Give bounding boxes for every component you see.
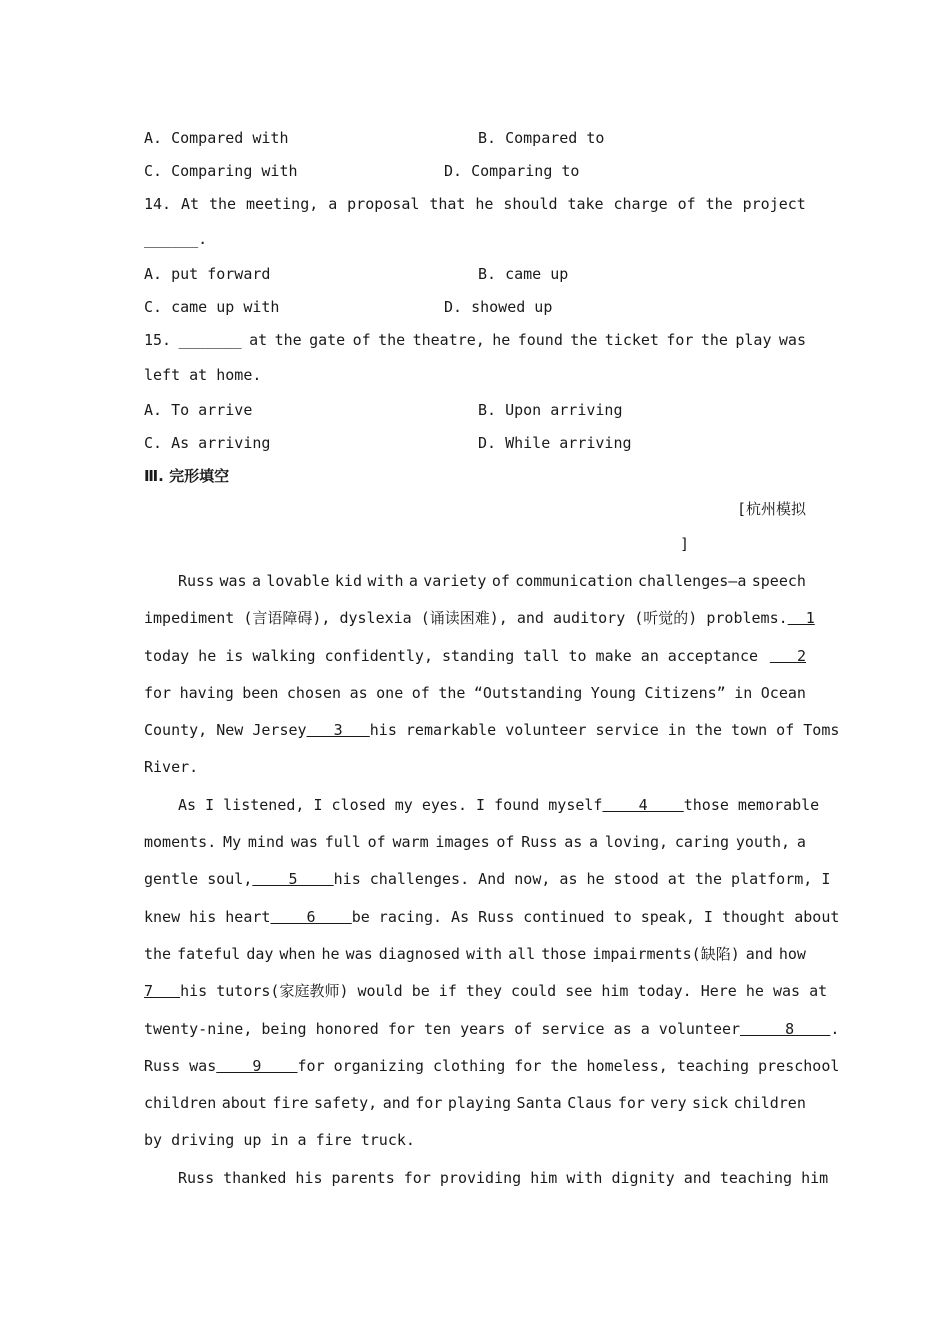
word: lovable xyxy=(266,572,330,590)
word: those xyxy=(541,944,587,963)
word: sick xyxy=(692,1094,729,1113)
word: he xyxy=(321,944,340,963)
q15-option-c: C. As arriving xyxy=(144,434,271,452)
paragraph-line: Russ thanked his parents for providing him with dignity and teaching him xyxy=(178,1168,829,1187)
paragraph-line xyxy=(144,1122,806,1159)
q14-word: the xyxy=(209,195,237,213)
cloze-blank: 3 xyxy=(306,721,370,740)
word: as xyxy=(564,833,583,852)
q14-word: take xyxy=(567,195,604,213)
word: challenges—a xyxy=(638,572,747,590)
paragraph-line xyxy=(144,1048,840,1085)
word: Russ xyxy=(178,572,215,590)
word: variety xyxy=(423,572,487,590)
paragraph-line xyxy=(144,600,815,637)
q15-stem-line-2: left at home. xyxy=(144,366,262,384)
word: Young xyxy=(590,683,636,702)
word: “Outstanding xyxy=(473,683,583,702)
word: Russ xyxy=(521,833,558,852)
word: and xyxy=(745,944,773,963)
word: Ocean xyxy=(760,683,806,702)
q13-option-a: A. Compared with xyxy=(144,129,289,147)
paragraph-line xyxy=(144,824,806,861)
word: for xyxy=(144,683,172,702)
word: speech xyxy=(751,572,806,590)
word: how xyxy=(778,944,806,963)
word: children xyxy=(733,1094,806,1113)
text-segment: be racing. As Russ continued to speak, I thought about xyxy=(351,907,840,926)
paragraph-line xyxy=(144,787,820,824)
word: the xyxy=(438,683,466,702)
q14-word: 14. xyxy=(144,195,172,213)
word: warm xyxy=(392,833,429,852)
word: full xyxy=(324,833,361,852)
q14-options-row-2 xyxy=(144,291,806,324)
cloze-blank: 5 xyxy=(252,870,334,889)
word: diagnosed xyxy=(378,944,460,963)
word: loving, xyxy=(604,833,669,852)
word: Santa xyxy=(516,1094,562,1113)
word: all xyxy=(508,944,536,963)
q14-options-row-1 xyxy=(144,258,806,291)
q14-option-b: B. came up xyxy=(478,265,569,283)
q14-option-c: C. came up with xyxy=(144,298,280,316)
text-segment: his challenges. And now, as he stood at the platform, I xyxy=(333,870,831,889)
q15-options-row-1 xyxy=(144,394,806,427)
paragraph-line xyxy=(144,1085,806,1122)
q15-word: he xyxy=(492,331,511,349)
word: about xyxy=(221,1094,267,1113)
paragraph-line xyxy=(144,712,840,749)
passage-paragraph-1 xyxy=(144,563,840,787)
q15-word: ticket xyxy=(604,331,659,349)
paragraph-line xyxy=(144,936,806,973)
text-segment: by driving up in a fire truck. xyxy=(144,1131,415,1150)
word: images xyxy=(435,833,490,852)
word: Claus xyxy=(567,1094,613,1113)
q15-word: the xyxy=(700,331,728,349)
word: fire xyxy=(272,1094,309,1113)
q14-word: of xyxy=(677,195,696,213)
q15-word: 15. xyxy=(144,331,172,349)
paragraph-line xyxy=(144,563,806,600)
word: playing xyxy=(447,1094,512,1113)
q14-word: a xyxy=(328,195,338,213)
text-segment: knew his heart xyxy=(144,907,271,926)
q15-word: _______ xyxy=(178,331,242,349)
word: impairments(缺陷) xyxy=(592,944,740,963)
word: a xyxy=(589,833,599,852)
paragraph-line xyxy=(144,1011,840,1048)
text-segment: gentle soul, xyxy=(144,870,253,889)
q14-word: that xyxy=(429,195,466,213)
q15-word: found xyxy=(517,331,563,349)
paragraph-line xyxy=(144,861,831,898)
q14-word: At xyxy=(181,195,200,213)
text-segment: those memorable xyxy=(683,795,820,814)
word: children xyxy=(144,1094,217,1113)
q15-word: theatre, xyxy=(412,331,485,349)
text-segment: his remarkable volunteer service in the town of Toms xyxy=(369,721,840,740)
q14-word: meeting, xyxy=(246,195,319,213)
source-label: [杭州模拟 xyxy=(736,500,806,518)
q15-word: was xyxy=(778,331,806,349)
word: was xyxy=(219,572,247,590)
q14-word: the xyxy=(705,195,733,213)
q13-option-c: C. Comparing with xyxy=(144,162,298,180)
word: having xyxy=(179,683,234,702)
word: a xyxy=(408,572,418,590)
paragraph-line xyxy=(144,638,806,675)
word: with xyxy=(367,572,404,590)
word: communication xyxy=(515,572,633,590)
word: the xyxy=(144,944,172,963)
q14-option-d: D. showed up xyxy=(444,298,553,316)
cloze-blank: 7 xyxy=(144,982,181,1001)
word: been xyxy=(242,683,279,702)
text-segment: his tutors(家庭教师) would be if they could see him today. Here he was at xyxy=(180,982,828,1001)
word: very xyxy=(650,1094,687,1113)
q15-option-d: D. While arriving xyxy=(478,434,632,452)
q15-options-row-2 xyxy=(144,427,806,460)
word: My xyxy=(223,833,242,852)
word: with xyxy=(465,944,503,963)
text-segment: twenty-nine, being honored for ten years of service as a volunteer xyxy=(144,1019,741,1038)
word: of xyxy=(367,833,386,852)
q15-word: for xyxy=(666,331,694,349)
word: kid xyxy=(334,572,362,590)
word: youth, xyxy=(735,833,791,852)
word: and xyxy=(382,1094,410,1113)
cloze-blank: 4 xyxy=(602,795,684,814)
q15-word: the xyxy=(274,331,302,349)
paragraph-line xyxy=(144,749,806,786)
word: mind xyxy=(247,833,285,852)
word: safety, xyxy=(313,1094,378,1113)
word: was xyxy=(290,833,318,852)
word: of xyxy=(411,683,430,702)
text-segment: Russ was xyxy=(144,1056,217,1075)
section-title: Ⅲ. 完形填空 xyxy=(144,467,230,485)
paragraph-line xyxy=(144,675,806,712)
text-segment: impediment (言语障碍), dyslexia (诵读困难), and auditory (听觉的) problems. xyxy=(144,609,788,628)
word: Citizens” xyxy=(644,683,726,702)
cloze-blank: 2 xyxy=(769,646,806,665)
q14-word: project xyxy=(742,195,806,213)
word: moments. xyxy=(144,833,217,852)
q14-answer-blank: ______. xyxy=(144,230,208,248)
q15-stem xyxy=(144,324,806,357)
q15-word: gate xyxy=(309,331,346,349)
passage-paragraph-2 xyxy=(144,787,840,1160)
cloze-blank: 6 xyxy=(270,907,352,926)
q13-options-row-2 xyxy=(144,155,806,188)
word: as xyxy=(349,683,368,702)
word: for xyxy=(617,1094,645,1113)
q15-word: the xyxy=(570,331,598,349)
text-segment: today he is walking confidently, standing tall to make an acceptance xyxy=(144,646,759,665)
paragraph-line xyxy=(144,973,828,1010)
document-content xyxy=(144,122,840,1197)
word: day xyxy=(246,944,274,963)
q15-word: play xyxy=(735,331,772,349)
word: when xyxy=(279,944,316,963)
text-segment: As I listened, I closed my eyes. I found myself xyxy=(178,795,603,814)
cloze-blank: 1 xyxy=(787,609,815,628)
q14-option-a: A. put forward xyxy=(144,265,271,283)
q15-word: the xyxy=(378,331,406,349)
source-label-close: ] xyxy=(680,535,690,553)
word: caring xyxy=(674,833,730,852)
q15-word: at xyxy=(249,331,268,349)
q13-option-b: B. Compared to xyxy=(478,129,605,147)
word: fateful xyxy=(177,944,241,963)
q14-word: should xyxy=(503,195,558,213)
q14-word: charge xyxy=(613,195,668,213)
word: chosen xyxy=(286,683,342,702)
text-segment: . xyxy=(830,1019,840,1038)
passage-paragraph-3 xyxy=(144,1160,829,1197)
word: of xyxy=(491,572,510,590)
cloze-blank: 8 xyxy=(740,1019,831,1038)
text-segment: River. xyxy=(144,758,199,777)
q15-word: of xyxy=(352,331,371,349)
word: was xyxy=(345,944,373,963)
word: one xyxy=(376,683,404,702)
word: for xyxy=(415,1094,443,1113)
q13-options-row-1 xyxy=(144,122,806,155)
q15-option-a: A. To arrive xyxy=(144,401,253,419)
text-segment: County, New Jersey xyxy=(144,721,307,740)
q14-stem xyxy=(144,188,806,221)
word: a xyxy=(251,572,261,590)
q14-word: he xyxy=(475,195,494,213)
q14-word: proposal xyxy=(347,195,420,213)
word: in xyxy=(734,683,753,702)
cloze-blank: 9 xyxy=(216,1056,298,1075)
paragraph-line xyxy=(144,899,840,936)
text-segment: for organizing clothing for the homeless, teaching preschool xyxy=(297,1056,840,1075)
word: a xyxy=(796,833,806,852)
q13-option-d: D. Comparing to xyxy=(444,162,580,180)
q15-option-b: B. Upon arriving xyxy=(478,401,623,419)
word: of xyxy=(496,833,515,852)
